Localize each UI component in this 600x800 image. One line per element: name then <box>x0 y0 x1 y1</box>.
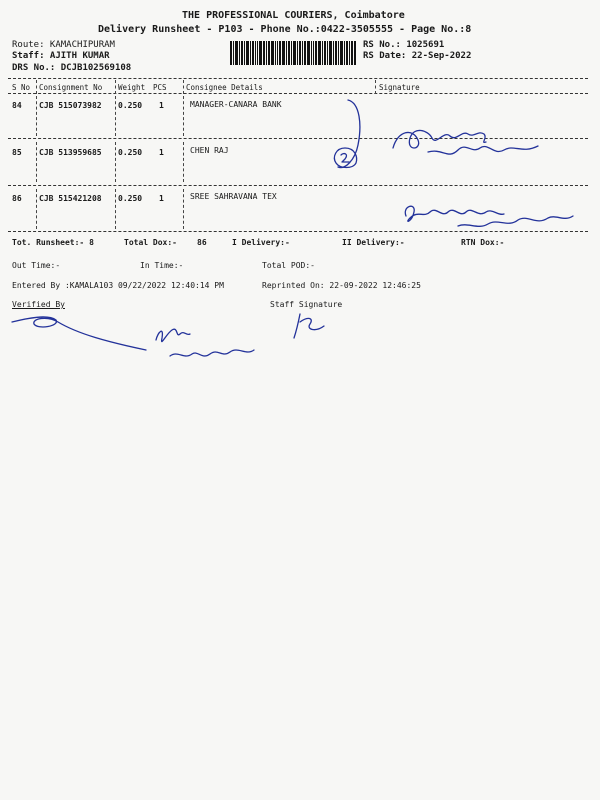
row-consignment: CJB 513959685 <box>39 148 102 157</box>
col-sep <box>115 189 116 229</box>
signature-row84 <box>388 120 558 164</box>
in-time-label: In Time:- <box>140 261 184 270</box>
circled-mark-row85 <box>330 145 360 171</box>
rs-number: RS No.: 1025691 <box>363 40 445 50</box>
table-top-rule <box>8 78 588 79</box>
reprinted-on: Reprinted On: 22-09-2022 12:46:25 <box>262 281 421 290</box>
total-dox-label: Total Dox:- <box>124 238 177 247</box>
staff-label: Staff: AJITH KUMAR <box>12 51 110 61</box>
runsheet-subtitle: Delivery Runsheet - P103 - Phone No.:0422-3505555 - Page No.:8 <box>98 24 472 35</box>
verified-by-signature <box>8 308 148 354</box>
col-sep <box>183 80 184 94</box>
signature-row86 <box>398 196 578 236</box>
col-header-consignment: Consignment No <box>39 83 103 92</box>
company-title: THE PROFESSIONAL COURIERS, Coimbatore <box>182 10 405 21</box>
staff-signature-mark <box>290 310 330 340</box>
col-sep <box>183 189 184 229</box>
ii-delivery-label: II Delivery:- <box>342 238 405 247</box>
row-sno: 85 <box>12 148 22 157</box>
barcode <box>230 41 356 65</box>
col-sep <box>115 142 116 182</box>
col-header-pcs: PCS <box>153 83 167 92</box>
col-sep <box>36 142 37 182</box>
verified-by-label: Verified By <box>12 300 65 309</box>
drs-number: DRS No.: DCJB102569108 <box>12 63 132 73</box>
staff-note-signature <box>150 320 260 372</box>
total-pod-label: Total POD:- <box>262 261 315 270</box>
row-consignment: CJB 515073982 <box>39 101 102 110</box>
table-header-rule <box>8 93 588 94</box>
row-weight: 0.250 <box>118 101 143 110</box>
total-dox-count: 86 <box>197 238 207 247</box>
staff-signature-label: Staff Signature <box>270 300 343 309</box>
col-sep <box>115 96 116 136</box>
out-time-label: Out Time:- <box>12 261 61 270</box>
entered-by: Entered By :KAMALA103 09/22/2022 12:40:14 PM <box>12 281 224 290</box>
row-sno: 86 <box>12 194 22 203</box>
col-sep <box>36 80 37 94</box>
row-pcs: 1 <box>159 148 164 157</box>
col-sep <box>183 96 184 136</box>
col-sep <box>375 80 376 94</box>
route-label: Route: KAMACHIPURAM <box>12 40 115 50</box>
rtn-dox-label: RTN Dox:- <box>461 238 505 247</box>
row-consignment: CJB 515421208 <box>39 194 102 203</box>
col-header-weight: Weight <box>118 83 146 92</box>
col-sep <box>36 189 37 229</box>
col-sep <box>115 80 116 94</box>
row-pcs: 1 <box>159 194 164 203</box>
row-weight: 0.250 <box>118 148 143 157</box>
row-consignee: MANAGER-CANARA BANK <box>190 100 282 109</box>
col-header-signature: Signature <box>379 83 420 92</box>
row-rule <box>8 185 588 186</box>
row-weight: 0.250 <box>118 194 143 203</box>
row-consignee: CHEN RAJ <box>190 146 229 155</box>
total-runsheet: Tot. Runsheet:- 8 <box>12 238 94 247</box>
col-header-sno: S No <box>12 83 31 92</box>
rs-date: RS Date: 22-Sep-2022 <box>363 51 472 61</box>
col-sep <box>183 142 184 182</box>
row-pcs: 1 <box>159 101 164 110</box>
row-sno: 84 <box>12 101 22 110</box>
i-delivery-label: I Delivery:- <box>232 238 290 247</box>
row-consignee: SREE SAHRAVANA TEX <box>190 192 277 201</box>
col-sep <box>36 96 37 136</box>
col-header-consignee: Consignee Details <box>186 83 263 92</box>
